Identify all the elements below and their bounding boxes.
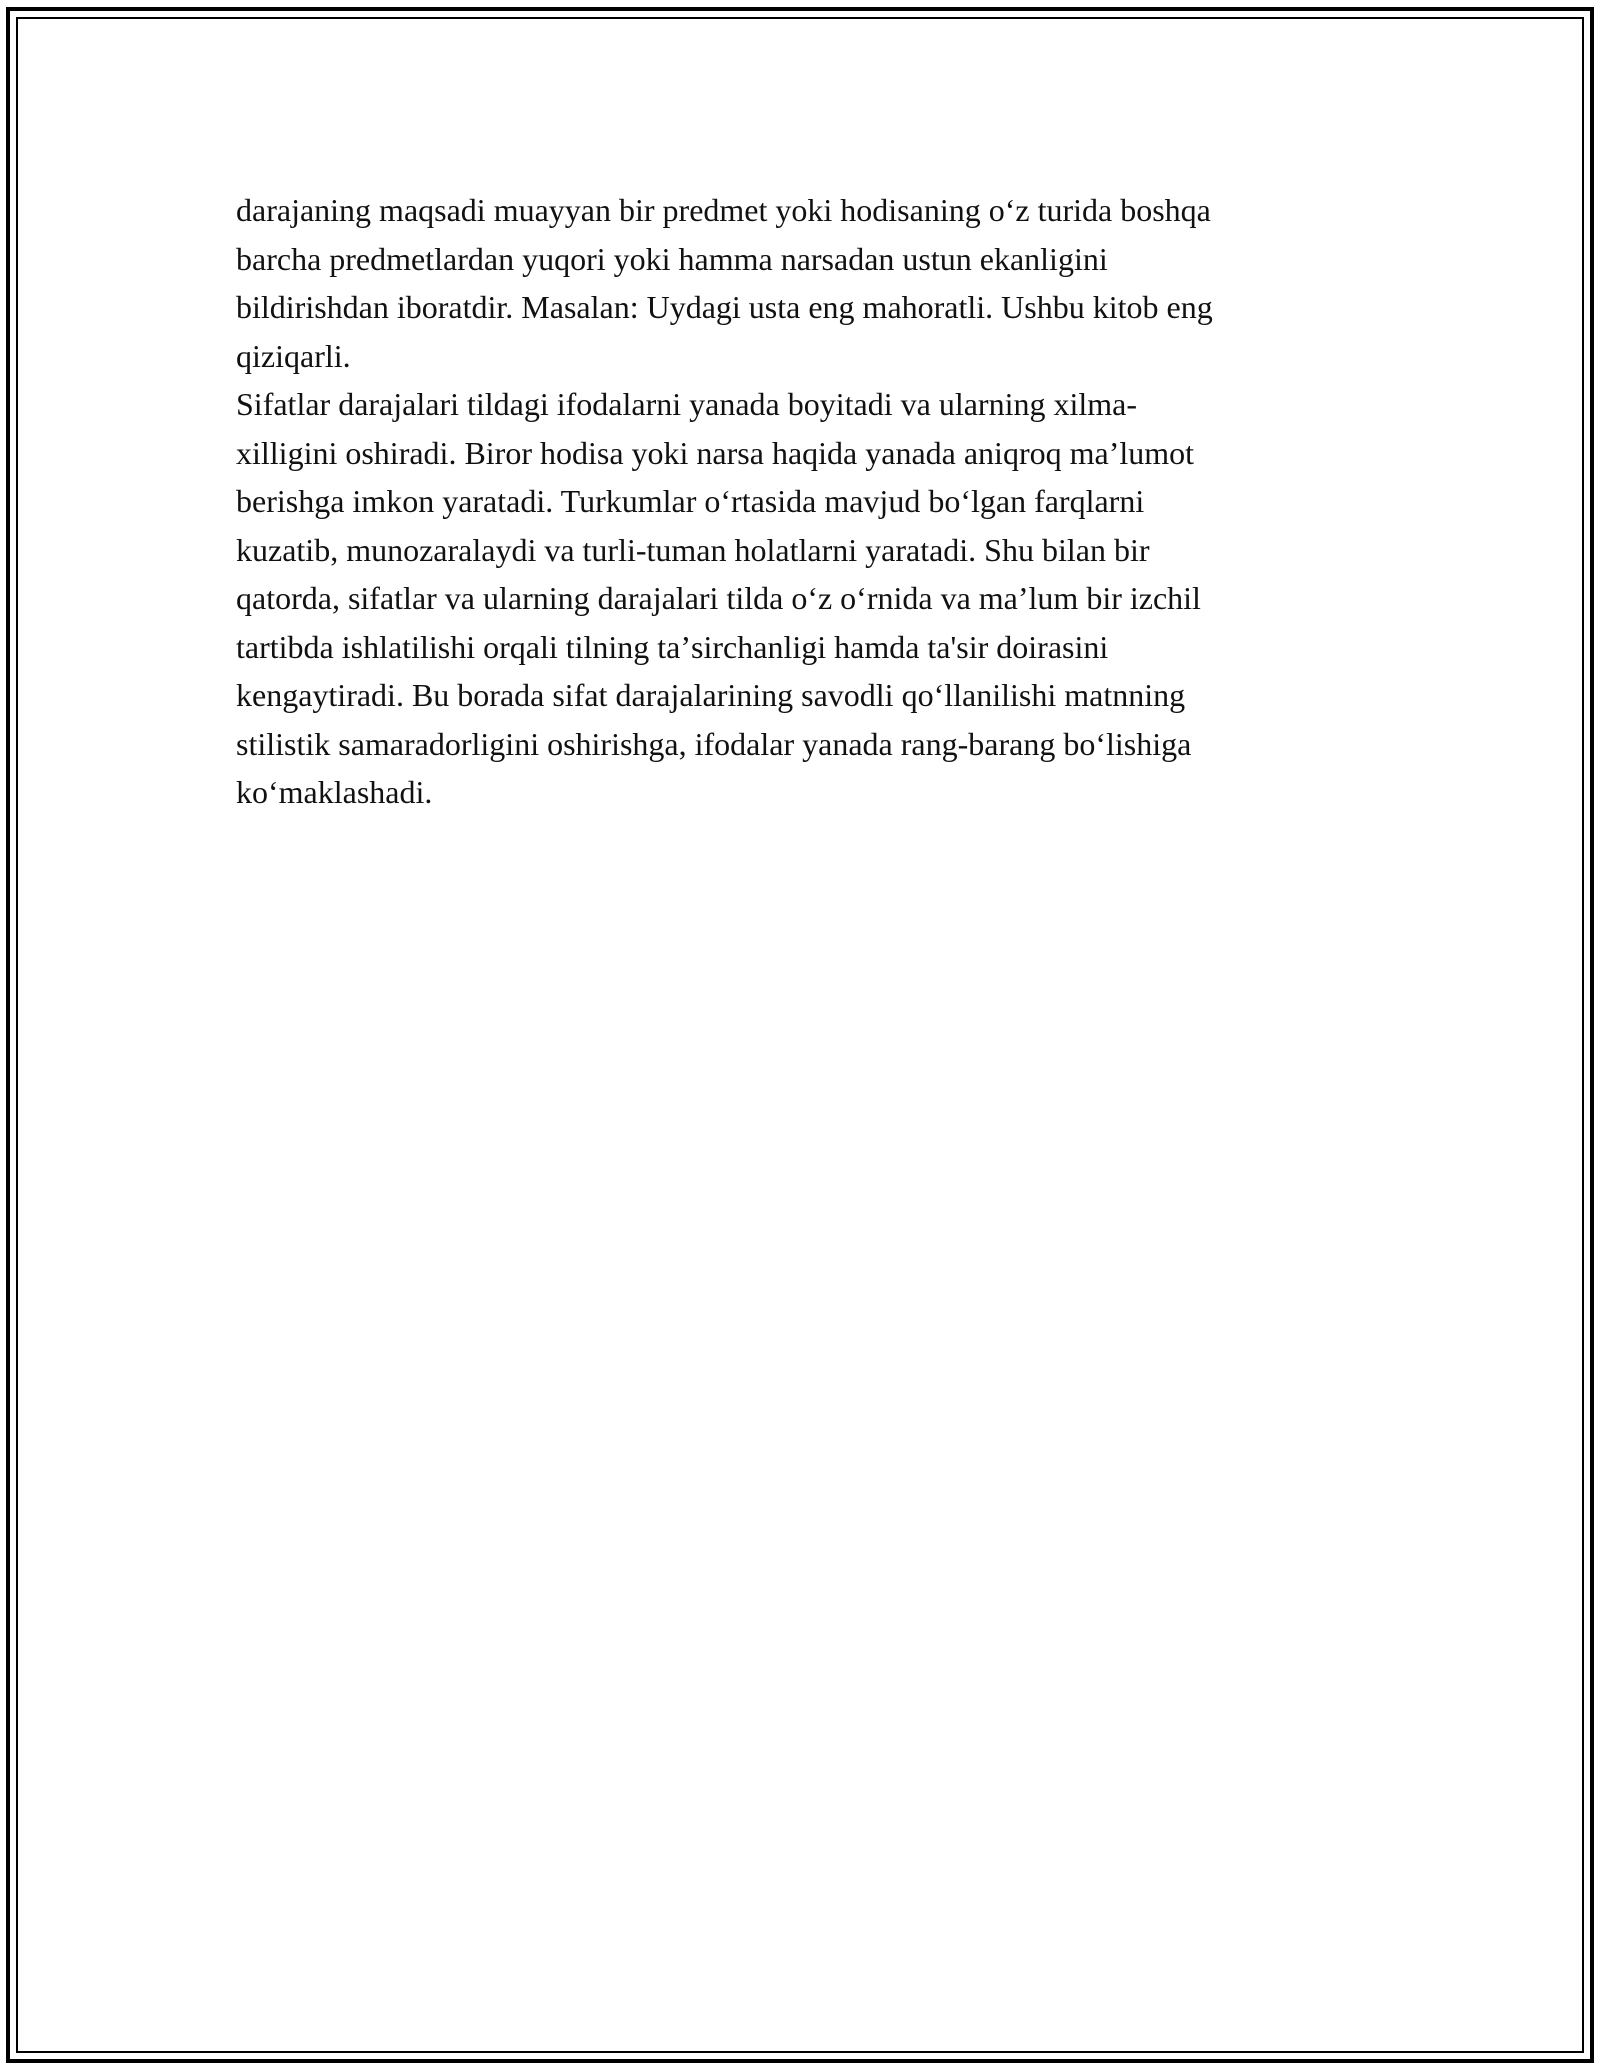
text-line: tartibda ishlatilishi orqali tilning taʼsirchanligi hamda ta'sir doirasini [236,628,1109,665]
text-line: xilligini oshiradi. Biror hodisa yoki narsa haqida yanada aniqroq maʼlumot [236,434,1195,471]
text-line: koʻmaklashadi. [236,774,433,810]
text-line: bildirishdan iboratdir. Masalan: Uydagi usta eng mahoratli. Ushbu kitob eng [236,289,1213,325]
text-line: barcha predmetlardan yuqori yoki hamma narsadan ustun ekanligini [236,240,1108,277]
document-body [236,186,1366,817]
text-line: darajaning maqsadi muayyan bir predmet yoki hodisaning oʻz turida boshqa [236,192,1211,228]
text-line: stilistik samaradorligini oshirishga, ifodalar yanada rang-barang boʻlishiga [236,725,1192,762]
paragraph-1 [236,186,1366,380]
text-line: qatorda, sifatlar va ularning darajalari tilda oʻz oʻrnida va maʼlum bir izchil [236,580,1201,616]
text-line: kuzatib, munozaralaydi va turli-tuman holatlarni yaratadi. Shu bilan bir [236,531,1150,568]
text-line: berishga imkon yaratadi. Turkumlar oʻrtasida mavjud boʻlgan farqlarni [236,483,1145,519]
text-line: kengaytiradi. Bu borada sifat darajalarining savodli qoʻllanilishi matnning [236,677,1186,713]
text-line: qiziqarli. [236,337,351,374]
text-line: Sifatlar darajalari tildagi ifodalarni yanada boyitadi va ularning xilma- [236,386,1137,422]
paragraph-2 [236,380,1366,817]
